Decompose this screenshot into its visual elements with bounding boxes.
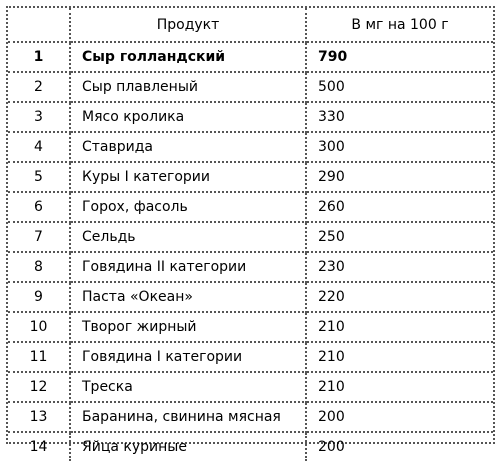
row-value: 200 [306, 432, 493, 461]
row-number: 7 [8, 222, 70, 252]
table-row [8, 222, 493, 252]
row-number: 5 [8, 162, 70, 192]
row-number: 14 [8, 432, 70, 461]
row-value: 260 [306, 192, 493, 222]
table-row [8, 102, 493, 132]
row-product: Ставрида [70, 132, 306, 162]
row-product: Творог жирный [70, 312, 306, 342]
row-number: 13 [8, 402, 70, 432]
row-product: Яйца куриные [70, 432, 306, 461]
row-product: Мясо кролика [70, 102, 306, 132]
table-header-row [8, 8, 493, 42]
row-value: 210 [306, 312, 493, 342]
row-value: 500 [306, 72, 493, 102]
row-number: 1 [8, 42, 70, 72]
row-number: 12 [8, 372, 70, 402]
row-product: Сыр плавленый [70, 72, 306, 102]
table-row [8, 312, 493, 342]
row-number: 2 [8, 72, 70, 102]
row-product: Говядина II категории [70, 252, 306, 282]
row-number: 10 [8, 312, 70, 342]
row-value: 210 [306, 342, 493, 372]
row-product: Сыр голландский [70, 42, 306, 72]
table-row [8, 192, 493, 222]
row-value: 330 [306, 102, 493, 132]
phosphorus-table [8, 8, 493, 461]
table-row [8, 162, 493, 192]
table-row [8, 72, 493, 102]
row-product: Треска [70, 372, 306, 402]
header-number [8, 8, 70, 42]
table-row [8, 132, 493, 162]
table-row [8, 42, 493, 72]
table-row [8, 342, 493, 372]
row-value: 300 [306, 132, 493, 162]
row-value: 200 [306, 402, 493, 432]
row-number: 3 [8, 102, 70, 132]
row-number: 8 [8, 252, 70, 282]
row-value: 230 [306, 252, 493, 282]
row-product: Куры I категории [70, 162, 306, 192]
row-product: Паста «Океан» [70, 282, 306, 312]
row-number: 6 [8, 192, 70, 222]
table-row [8, 372, 493, 402]
table-row [8, 432, 493, 461]
header-value: В мг на 100 г [306, 8, 493, 42]
row-value: 250 [306, 222, 493, 252]
data-table-frame [6, 6, 495, 455]
row-number: 9 [8, 282, 70, 312]
row-product: Баранина, свинина мясная [70, 402, 306, 432]
row-number: 11 [8, 342, 70, 372]
row-value: 790 [306, 42, 493, 72]
table-row [8, 402, 493, 432]
row-product: Сельдь [70, 222, 306, 252]
row-value: 290 [306, 162, 493, 192]
row-product: Горох, фасоль [70, 192, 306, 222]
row-product: Говядина I категории [70, 342, 306, 372]
table-body [8, 42, 493, 461]
row-value: 220 [306, 282, 493, 312]
table-row [8, 282, 493, 312]
row-value: 210 [306, 372, 493, 402]
row-number: 4 [8, 132, 70, 162]
header-product: Продукт [70, 8, 306, 42]
table-row [8, 252, 493, 282]
